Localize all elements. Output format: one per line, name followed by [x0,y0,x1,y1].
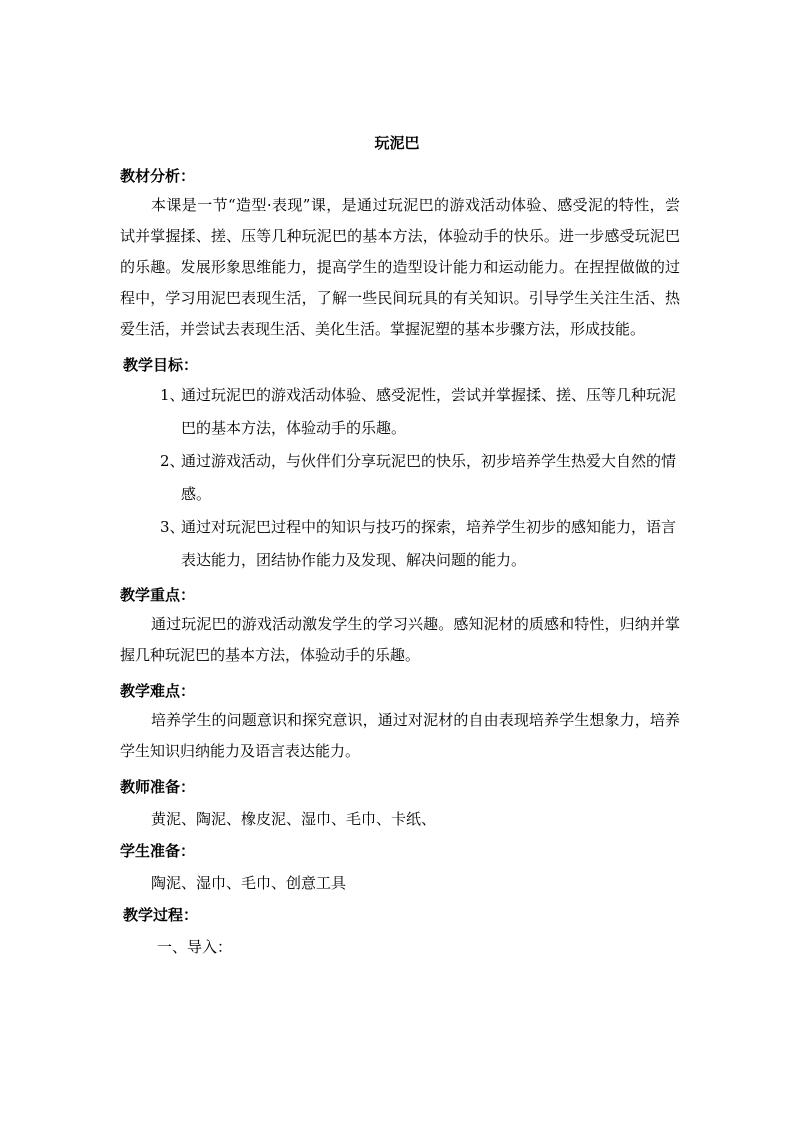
process-intro: 一、导入： [157,938,233,956]
key-points-text: 通过玩泥巴的游戏活动激发学生的学习兴趣。感知泥材的质感和特性，归纳并掌握几种玩泥巴的基本方法，体验动手的乐趣。 [120,615,680,664]
process-heading: 教学过程： [123,906,199,924]
document-title: 玩泥巴 [374,134,420,152]
list-item-number: 3、 [160,518,185,536]
student-prep-heading: 学生准备： [120,842,196,860]
difficulties-text: 培养学生的问题意识和探究意识，通过对泥材的自由表现培养学生想象力，培养学生知识归纳能力及语言表达能力。 [120,711,680,760]
key-points-heading: 教学重点： [120,586,196,604]
difficulties-heading: 教学难点： [120,682,196,700]
goals-list [120,379,680,577]
analysis-heading: 教材分析： [120,167,196,185]
goals-heading: 教学目标： [123,356,199,374]
list-item [120,445,680,511]
list-item-text: 通过玩泥巴的游戏活动体验、感受泥性，尝试并掌握揉、搓、压等几种玩泥巴的基本方法，体验动手的乐趣。 [181,386,677,437]
list-item [120,379,680,445]
document-body [120,166,680,957]
student-prep-text: 陶泥、湿巾、毛巾、创意工具 [151,874,347,892]
list-item-number: 2、 [160,452,185,470]
list-item-text: 通过游戏活动，与伙伴们分享玩泥巴的快乐，初步培养学生热爱大自然的情感。 [181,452,677,503]
list-item-text: 通过对玩泥巴过程中的知识与技巧的探索，培养学生初步的感知能力，语言表达能力，团结协作能力及发现、解决问题的能力。 [181,518,677,569]
teacher-prep-heading: 教师准备： [120,778,196,796]
analysis-text: 本课是一节“造型·表现”课，是通过玩泥巴的游戏活动体验、感受泥的特性，尝试并掌握揉、搓、压等几种玩泥巴的基本方法，体验动手的快乐。进一步感受玩泥巴的乐趣。发展形象思维能力，提高学生的造型设计能力和运动能力。在捏捏做做的过程中，学习用泥巴表现生活，了解一些民间玩具的有关知识。引导学生关注生活、热爱生活，并尝试去表现生活、美化生活。掌握泥塑的基本步骤方法，形成技能。 [120,196,680,338]
teacher-prep-text: 黄泥、陶泥、橡皮泥、湿巾、毛巾、卡纸、 [151,810,437,828]
list-item-number: 1、 [160,386,185,404]
list-item [120,511,680,577]
